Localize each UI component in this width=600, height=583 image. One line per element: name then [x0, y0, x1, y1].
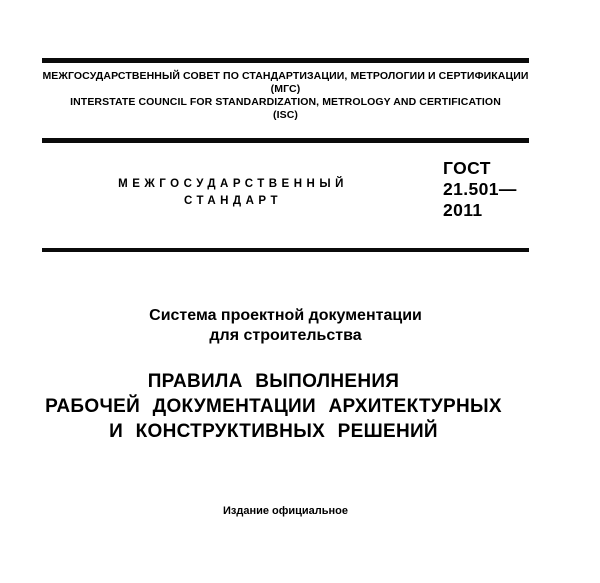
middle-divider-rule [42, 138, 529, 143]
council-header [42, 70, 529, 122]
standard-type-line1: МЕЖГОСУДАРСТВЕННЫЙ [118, 178, 348, 190]
standard-code-prefix: ГОСТ [443, 158, 491, 178]
council-abbr-en: (ISC) [273, 109, 298, 121]
document-system-subtitle [42, 306, 529, 346]
main-title-line1: ПРАВИЛА ВЫПОЛНЕНИЯ [147, 371, 400, 392]
standard-code-number: 21.501— [443, 179, 517, 199]
standard-type-label [42, 176, 424, 210]
system-subtitle-line1: Система проектной документации [149, 307, 422, 324]
main-title-line2: РАБОЧЕЙ ДОКУМЕНТАЦИИ АРХИТЕКТУРНЫХ [45, 396, 502, 417]
council-name-en: INTERSTATE COUNCIL FOR STANDARDIZATION, METROLOGY AND CERTIFICATION [70, 96, 501, 108]
standard-code-year: 2011 [443, 200, 483, 220]
system-subtitle-line2: для строительства [209, 327, 362, 344]
council-name-ru: МЕЖГОСУДАРСТВЕННЫЙ СОВЕТ ПО СТАНДАРТИЗАЦИИ, МЕТРОЛОГИИ И СЕРТИФИКАЦИИ [42, 70, 529, 82]
lower-divider-rule [42, 248, 529, 252]
official-edition-label: Издание официальное [222, 505, 349, 517]
council-abbr-ru: (МГС) [270, 83, 301, 95]
standard-type-line2: СТАНДАРТ [184, 195, 282, 207]
top-divider-rule [42, 58, 529, 63]
main-title-line3: И КОНСТРУКТИВНЫХ РЕШЕНИЙ [109, 421, 438, 442]
document-main-title [30, 369, 517, 444]
standard-code [443, 158, 517, 221]
